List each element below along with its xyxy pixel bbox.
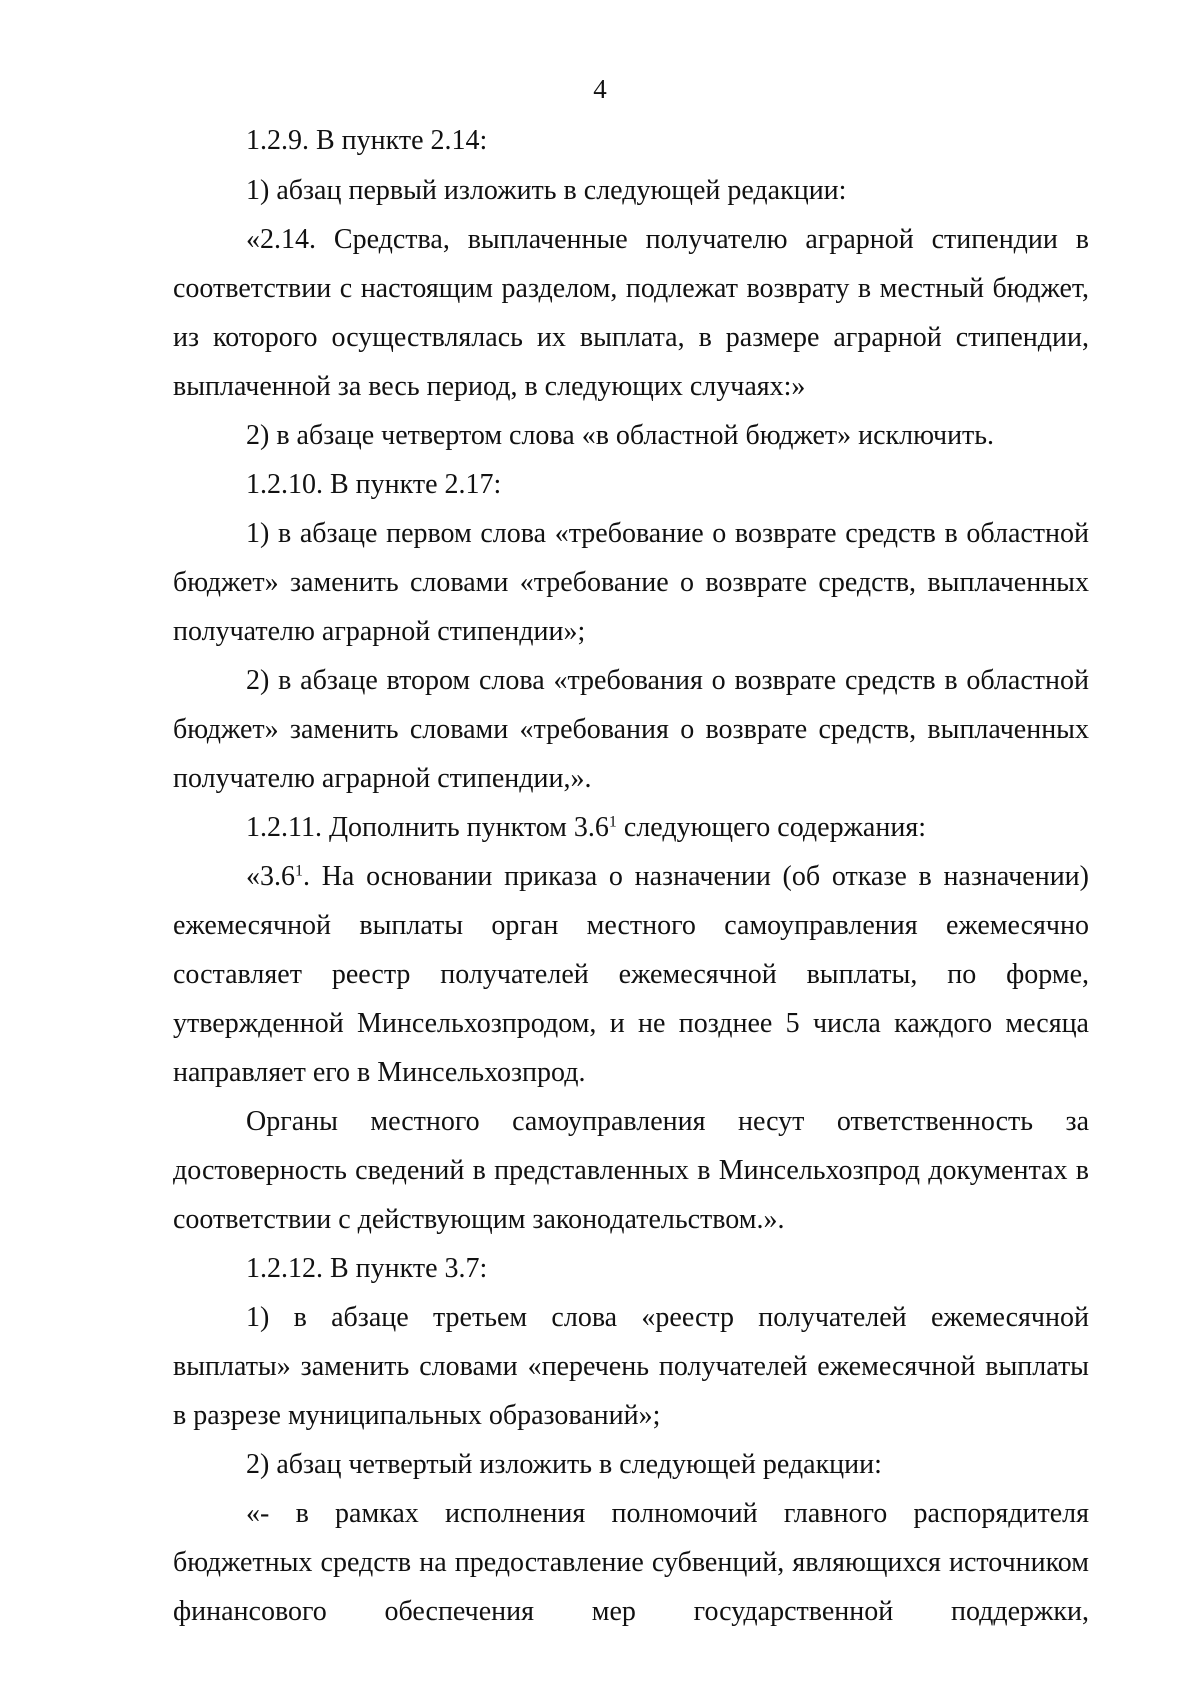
superscript: 1 (295, 862, 303, 880)
paragraph-item-1-2-12-2: 2) абзац четвертый изложить в следующей редакции: (246, 1449, 882, 1480)
paragraph-quote-3-6-1 (173, 852, 1089, 1097)
quote-3-6-1-text: . На основании приказа о назначении (об отказе в назначении) ежемесячной выплаты орган местного самоуправления ежемесячно составляет реестр получателей ежемесячной выплаты, по форме, утвержденной Минсельхозпродом, и не позднее 5 числа каждого месяца направляет его в Минсельхозпрод. (173, 861, 1089, 1088)
paragraph-item-1-2-10-2: 2) в абзаце втором слова «требования о возврате средств в областной бюджет» заменить словами «требования о возврате средств, выплаченных получателю аграрной стипендии,». (173, 665, 1089, 794)
paragraph-item-2: 2) в абзаце четвертом слова «в областной бюджет» исключить. (246, 420, 995, 451)
superscript: 1 (608, 813, 617, 831)
paragraph-1-2-12: 1.2.12. В пункте 3.7: (246, 1253, 488, 1284)
paragraph-1-2-10: 1.2.10. В пункте 2.17: (246, 469, 502, 500)
paragraph-1-2-11-tail: следующего содержания: (616, 812, 926, 843)
paragraph-item-1: 1) абзац первый изложить в следующей редакции: (246, 175, 847, 206)
paragraph-responsibility: Органы местного самоуправления несут ответственность за достоверность сведений в представленных в Минсельхозпрод документах в соответствии с действующим законодательством.». (173, 1106, 1089, 1235)
paragraph-1-2-9: 1.2.9. В пункте 2.14: (246, 125, 488, 156)
paragraph-item-1-2-10-1: 1) в абзаце первом слова «требование о возврате средств в областной бюджет» заменить словами «требование о возврате средств, выплаченных получателю аграрной стипендии»; (173, 518, 1089, 647)
paragraph-1-2-11-text: 1.2.11. Дополнить пунктом 3.6 (246, 812, 609, 843)
page-number: 4 (593, 74, 607, 104)
quote-3-6-1-start: «3.6 (246, 861, 295, 892)
paragraph-1-2-11 (173, 803, 1089, 852)
paragraph-quote-2-14: «2.14. Средства, выплаченные получателю аграрной стипендии в соответствии с настоящим разделом, подлежат возврату в местный бюджет, из которого осуществлялась их выплата, в размере аграрной стипендии, выплаченной за весь период, в следующих случаях:» (173, 224, 1089, 402)
paragraph-item-1-2-12-1: 1) в абзаце третьем слова «реестр получателей ежемесячной выплаты» заменить словами «перечень получателей ежемесячной выплаты в разрезе муниципальных образований»; (173, 1302, 1089, 1431)
paragraph-quote-budget: «- в рамках исполнения полномочий главного распорядителя бюджетных средств на предоставление субвенций, являющихся источником финансового обеспечения мер государственной поддержки, (173, 1498, 1089, 1627)
document-body (173, 116, 1089, 1636)
